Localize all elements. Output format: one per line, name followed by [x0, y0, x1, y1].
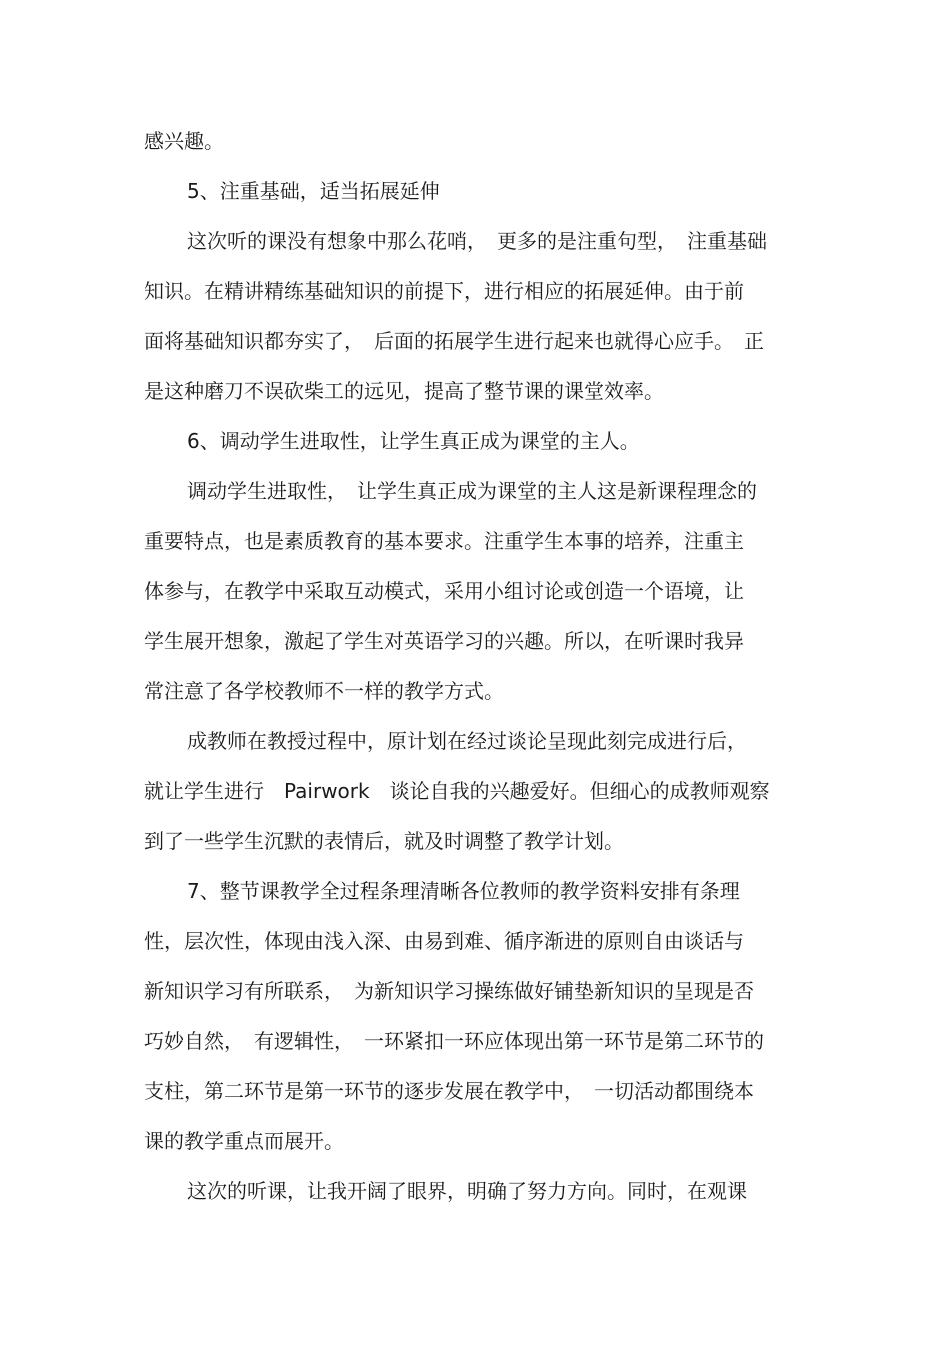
text-line: 这次听的课没有想象中那么花哨， 更多的是注重句型， 注重基础	[187, 229, 767, 253]
text-line: 学生展开想象，激起了学生对英语学习的兴趣。所以，在听课时我异	[144, 629, 744, 653]
text-line: 成教师在教授过程中，原计划在经过谈论呈现此刻完成进行后，	[187, 729, 747, 753]
text-line: 重要特点，也是素质教育的基本要求。注重学生本事的培养，注重主	[144, 529, 744, 553]
text-line: 知识。在精讲精练基础知识的前提下，进行相应的拓展延伸。由于前	[144, 279, 744, 303]
text-line: 调动学生进取性， 让学生真正成为课堂的主人这是新课程理念的	[187, 479, 757, 503]
text-line: 是这种磨刀不误砍柴工的远见，提高了整节课的课堂效率。	[144, 379, 664, 403]
text-line: 新知识学习有所联系， 为新知识学习操练做好铺垫新知识的呈现是否	[144, 979, 754, 1003]
text-line: 常注意了各学校教师不一样的教学方式。	[144, 679, 504, 703]
text-line: 感兴趣。	[144, 129, 224, 153]
text-line: 性，层次性，体现由浅入深、由易到难、循序渐进的原则自由谈话与	[144, 929, 744, 953]
section-heading: 7、整节课教学全过程条理清晰各位教师的教学资料安排有条理	[187, 879, 740, 903]
section-heading: 6、调动学生进取性，让学生真正成为课堂的主人。	[187, 429, 640, 453]
text-line: 支柱，第二环节是第一环节的逐步发展在教学中， 一切活动都围绕本	[144, 1079, 754, 1103]
text-line: 到了一些学生沉默的表情后，就及时调整了教学计划。	[144, 829, 624, 853]
text-line: 就让学生进行 Pairwork 谈论自我的兴趣爱好。但细心的成教师观察	[144, 779, 770, 803]
section-heading: 5、注重基础，适当拓展延伸	[187, 179, 440, 203]
text-line: 巧妙自然， 有逻辑性， 一环紧扣一环应体现出第一环节是第二环节的	[144, 1029, 764, 1053]
text-line: 体参与，在教学中采取互动模式，采用小组讨论或创造一个语境，让	[144, 579, 744, 603]
text-line: 课的教学重点而展开。	[144, 1129, 344, 1153]
text-line: 这次的听课，让我开阔了眼界，明确了努力方向。同时，在观课	[187, 1179, 747, 1203]
text-line: 面将基础知识都夯实了， 后面的拓展学生进行起来也就得心应手。 正	[144, 329, 764, 353]
